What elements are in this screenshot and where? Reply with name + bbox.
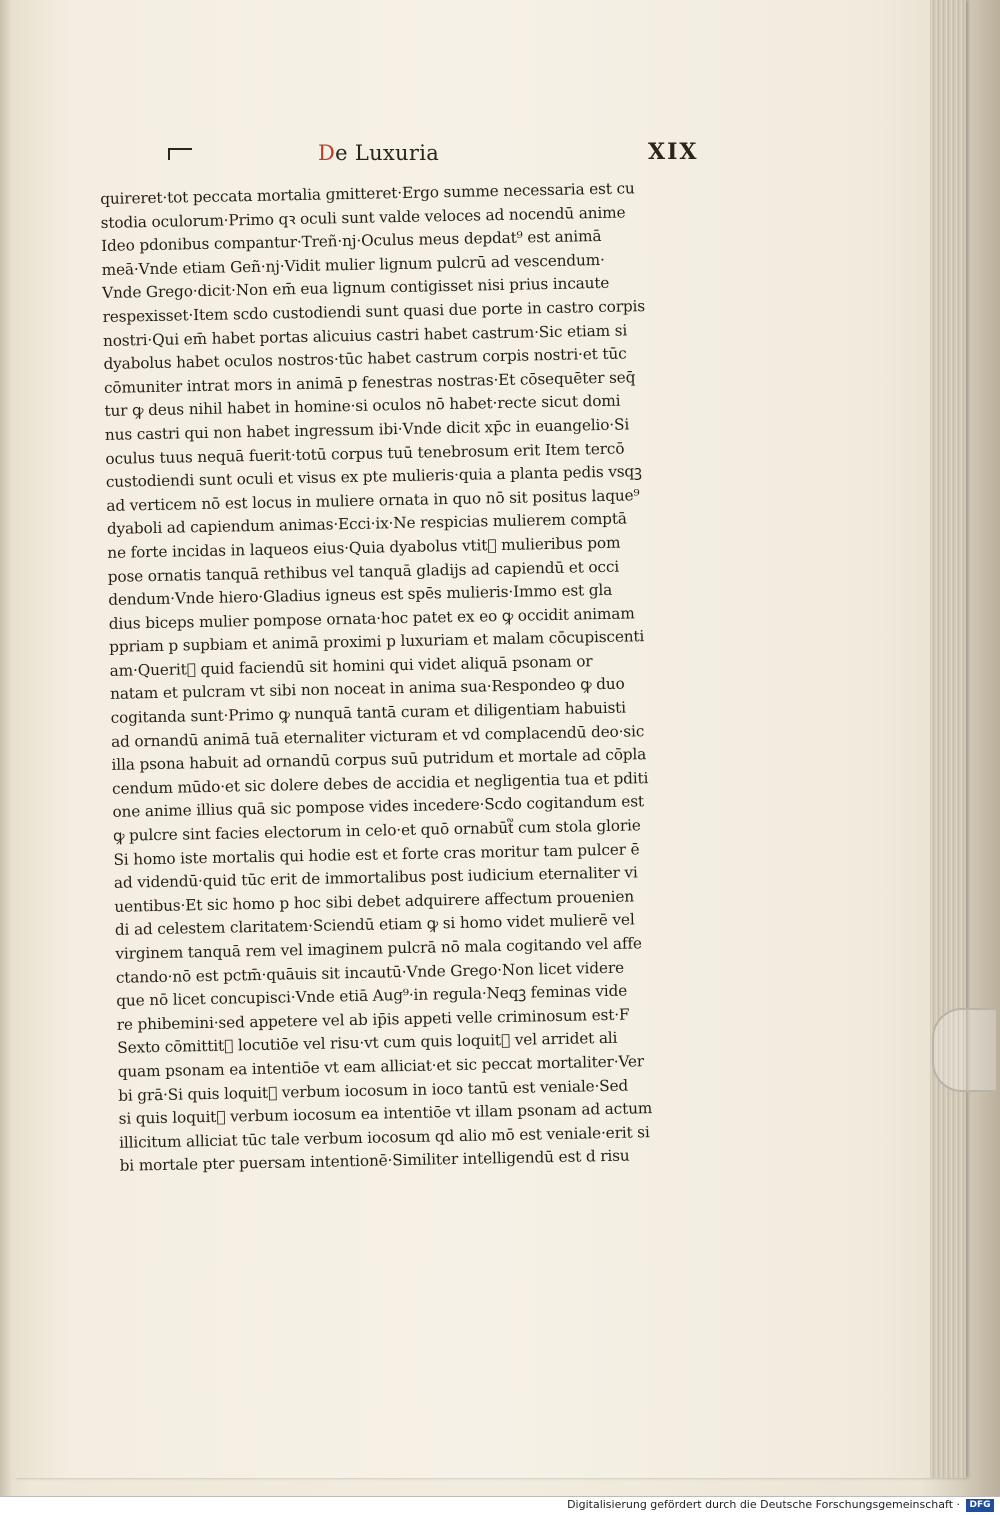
text-line: ad ornandū animā tuā eternaliter victuram et vd complacendū deo·sic — [110, 721, 645, 751]
text-line: dyabolus habet oculos nostros·tūc habet castrum corpis nostri·et tūc — [103, 344, 627, 374]
text-line: tur ꝙ deus nihil habet in homine·si oculos nō habet·recte sicut domi — [104, 391, 621, 421]
text-line: pose ornatis tanquā rethibus vel tanquā gladijs ad capiendū et occi — [107, 557, 620, 586]
text-line: dendum·Vnde hiero·Gladius igneus est spēs mulieris·Immo est gla — [108, 580, 613, 610]
text-line: am·Querit᷑ quid faciendū sit homini qui videt aliquā psonam or — [109, 652, 593, 680]
text-line: illa psona habuit ad ornandū corpus suū putridum et mortale ad cōpla — [111, 745, 647, 775]
running-title-initial: D — [318, 141, 336, 165]
text-line: quireret·tot peccata mortalia ɡmitteret·Ergo summe necessaria est cu — [100, 179, 635, 208]
text-line: di ad celestem claritatem·Sciendū etiam ꝙ si homo videt mulierē vel — [114, 910, 635, 940]
text-line: ad videndū·quid tūc erit de immortalibus post iudicium eternaliter vi — [113, 863, 638, 893]
text-line: cendum mūdo·et sic dolere debes de accidia et negligentia tua et pditi — [111, 768, 649, 798]
text-line: meā·Vnde etiam Geñ·nj·Vidit mulier lignum pulcrū ad vescendum· — [101, 250, 605, 279]
text-line: stodia oculorum·Primo qꝛ oculi sunt valde veloces ad nocendū anime — [100, 203, 626, 232]
text-line: one anime illius quā sic pompose vides incedere·Scdo cogitandum est — [112, 792, 645, 822]
text-line: bi grā·Si quis loquit᷑ verbum iocosum in ioco tantū est veniale·Sed — [118, 1076, 629, 1105]
text-line: Vnde Grego·dicit·Non em̄ eua lignum contigisset nisi prius incaute — [101, 274, 610, 303]
text-line: dius biceps mulier pompose ornata·hoc patet ex eo ꝙ occidit animam — [108, 604, 635, 633]
text-line: virginem tanquā rem vel imaginem pulcrā nō mala cogitando vel affe — [115, 934, 642, 963]
text-line: ad verticem nō est locus in muliere ornata in quo nō sit positus laque⁹ — [106, 485, 640, 515]
text-line: natam et pulcram vt sibi non noceat in anima sua·Respondeo ꝙ duo — [109, 675, 625, 704]
running-title-rest: e Luxuria — [335, 141, 440, 165]
text-line: nostri·Qui em̄ habet portas alicuius castri habet castrum·Sic etiam si — [102, 321, 628, 350]
running-title — [318, 141, 439, 165]
text-line: ctando·nō est pctm̄·quāuis sit incautū·Vnde Grego·Non licet videre — [115, 958, 625, 987]
folio-number: XIX — [648, 139, 699, 165]
text-line: ꝙ pulcre sint facies electorum in celo·et quō ornabūt᷑ cum stola glorie — [112, 816, 641, 845]
text-line: quam psonam ea intentiōe vt eam alliciat·et sic peccat mortaliter·Ver — [117, 1052, 645, 1081]
text-line: oculus tuus nequā fuerit·totū corpus tuū tenebrosum erit Item tercō — [105, 439, 625, 468]
text-line: Si homo iste mortalis qui hodie est et forte cras moritur tam pulcer ē — [113, 839, 640, 869]
text-line: cogitanda sunt·Primo ꝙ nunquā tantā curam et diligentiam habuisti — [110, 698, 627, 727]
text-line: Sexto cōmittit᷑ locutiōe vel risu·vt cum quis loquit᷑ vel arridet ali — [117, 1029, 618, 1058]
paragraph-mark — [168, 148, 192, 160]
text-line: dyaboli ad capiendum animas·Ecci·ix·Ne respicias mulierem comptā — [106, 509, 628, 539]
text-line: ne forte incidas in laqueos eius·Quia dyabolus vtit᷑ mulieribus pom — [107, 533, 621, 562]
page-edges — [930, 0, 966, 1478]
text-line: re phibemini·sed appetere vel ab ip̄is appeti velle criminosum est·F — [116, 1005, 630, 1034]
text-line: Ideo pdonibus compantur·Treñ·nj·Oculus meus depdat⁹ est animā — [100, 227, 602, 256]
text-line: bi mortale pter puersam intentionē·Similiter intelligendū est d risu — [119, 1146, 630, 1176]
text-line: si quis loquit᷑ verbum iocosum ea intentiōe vt illam psonam ad actum — [118, 1099, 653, 1128]
text-line: illicitum alliciat tūc tale verbum iocosum qd alio mō est veniale·erit si — [118, 1122, 650, 1152]
text-line: custodiendi sunt oculi et visus ex pte mulieris·quia a planta pedis vsqꝫ — [105, 462, 642, 492]
text-line: cōmuniter intrat mors in animā p fenestras nostras·Et cōsequēter seq̄ — [103, 368, 636, 397]
text-line: ppriam p supbiam et animā proximi p luxuriam et malam cōcupiscenti — [109, 627, 645, 657]
text-line: respexisset·Item scdo custodiendi sunt quasi due porte in castro corpis — [102, 297, 646, 326]
page-clip — [932, 1008, 996, 1092]
footer-credit: Digitalisierung gefördert durch die Deutsche Forschungsgemeinschaft · — [567, 1498, 960, 1511]
text-line: que nō licet concupisci·Vnde etiā Aug⁹·in regula·Neqꝫ feminas vide — [116, 981, 628, 1011]
text-line: uentibus·Et sic homo p hoc sibi debet adquirere affectum prouenien — [114, 887, 635, 916]
text-block — [100, 175, 760, 1179]
footer-bar — [0, 1496, 1000, 1515]
dfg-logo: DFG — [966, 1499, 994, 1512]
text-line: nus castri qui non habet ingressum ibi·Vnde dicit xp̄c in euangelio·Si — [104, 415, 630, 444]
